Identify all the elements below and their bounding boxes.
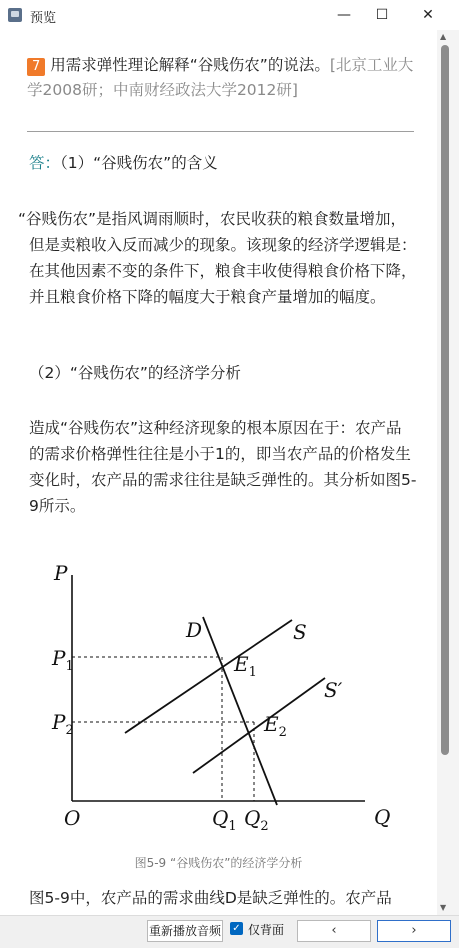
label-d: D xyxy=(186,618,203,642)
label-e2: $E_2$ xyxy=(264,712,287,740)
answer-heading-1 xyxy=(29,150,218,176)
demand-curve xyxy=(203,617,277,805)
label-q1: $Q_1$ xyxy=(212,806,237,834)
question-text: 用需求弹性理论解释“谷贱伤农”的说法。 xyxy=(50,56,330,74)
label-e1: $E_1$ xyxy=(234,652,257,680)
next-button[interactable]: › xyxy=(377,920,451,942)
replay-audio-button[interactable]: 重新播放音频 xyxy=(147,920,223,942)
maximize-button[interactable]: ☐ xyxy=(375,7,389,23)
window-title: 预览 xyxy=(30,11,57,26)
answer-label: 答： xyxy=(29,154,61,172)
prev-button[interactable]: ‹ xyxy=(297,920,371,942)
question-number-badge: 7 xyxy=(27,58,45,76)
figure-5-9 xyxy=(0,545,437,855)
minimize-button[interactable]: — xyxy=(337,7,351,23)
question-source: [北京工业大学2008研；中南财经政法大学2012研] xyxy=(27,56,414,99)
scroll-up-icon[interactable]: ▲ xyxy=(440,32,447,41)
section2-heading: （2）“谷贱伤农”的经济学分析 xyxy=(29,364,241,382)
label-s: S xyxy=(293,620,307,644)
close-button[interactable]: ✕ xyxy=(422,7,434,23)
vertical-scrollbar[interactable] xyxy=(437,30,459,915)
label-s-prime: S′ xyxy=(324,678,343,702)
title-bar xyxy=(0,0,459,31)
label-q2: $Q_2$ xyxy=(244,806,269,834)
label-p1: $P_1$ xyxy=(52,646,74,674)
axis-label-q: Q xyxy=(374,805,391,829)
divider xyxy=(27,131,414,132)
back-only-label: 仅背面 xyxy=(248,923,285,937)
bottom-toolbar xyxy=(0,915,459,948)
paragraph-1: “谷贱伤农”是指风调雨顺时，农民收获的粮食数量增加，但是卖粮收入反而减少的现象。该现象的经济学逻辑是：在其他因素不变的条件下，粮食丰收使得粮食价格下降，并且粮食价格下降的幅度大于粮食产量增加的幅度。 xyxy=(18,210,417,306)
paragraph-3: 图5-9中，农产品的需求曲线D是缺乏弹性的。农产品 xyxy=(29,889,392,907)
figure-caption: 图5-9 “谷贱伤农”的经济学分析 xyxy=(134,856,303,870)
label-p2: $P_2$ xyxy=(52,710,74,738)
preview-content xyxy=(0,30,437,915)
preview-app-icon xyxy=(8,8,22,22)
question-title xyxy=(27,53,417,103)
paragraph-2: 造成“谷贱伤农”这种经济现象的根本原因在于：农产品的需求价格弹性往往是小于1的，即当农产品的价格发生变化时，农产品的需求往往是缺乏弹性的。其分析如图5-9所示。 xyxy=(29,419,417,515)
scrollbar-thumb[interactable] xyxy=(441,45,449,755)
origin-label: O xyxy=(64,806,81,830)
scroll-down-icon[interactable]: ▼ xyxy=(440,903,447,912)
back-only-checkbox[interactable]: ✓ xyxy=(230,922,243,935)
axis-label-p: P xyxy=(54,561,68,585)
section1-heading: （1）“谷贱伤农”的含义 xyxy=(60,154,218,172)
